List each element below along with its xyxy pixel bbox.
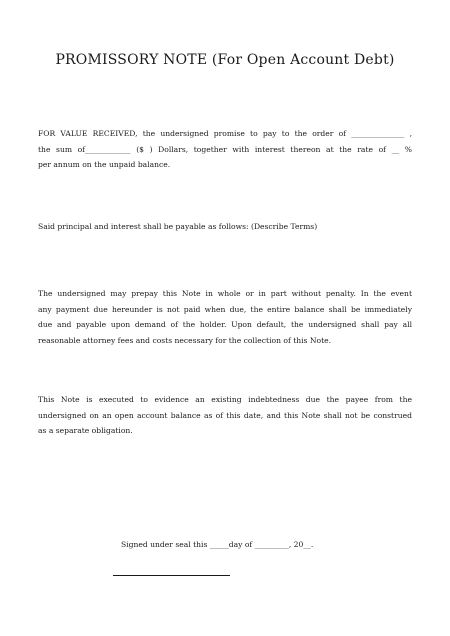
indebtedness-paragraph — [38, 392, 412, 439]
signature-line — [113, 575, 230, 576]
paragraph-line: Said principal and interest shall be payable as follows: (Describe Terms) — [38, 222, 318, 231]
payment-terms-paragraph — [38, 219, 412, 235]
paragraph-line: per annum on the unpaid balance. — [38, 160, 171, 169]
paragraph-line: reasonable attorney fees and costs necessary for the collection of this Note. — [38, 335, 332, 345]
paragraph-line: The undersigned may prepay this Note in whole or in part without penalty. In the event — [38, 289, 412, 298]
prepayment-default-paragraph — [38, 286, 412, 348]
paragraph-line: FOR VALUE RECEIVED, the undersigned promise to pay to the order of ______________ , — [38, 129, 412, 138]
paragraph-line: undersigned on an open account balance as of this date, and this Note shall not be construed — [38, 410, 412, 420]
paragraph-line: the sum of____________ ($ ) Dollars, together with interest thereon at the rate of __ % — [38, 144, 412, 154]
paragraph-line: as a separate obligation. — [38, 426, 133, 435]
paragraph-line: due and payable upon demand of the holder. Upon default, the undersigned shall pay all — [38, 320, 412, 329]
signed-under-seal-line: Signed under seal this _____day of _________, 20__. — [121, 540, 314, 549]
paragraph-line: any payment due hereunder is not paid when due, the entire balance shall be immediately — [38, 304, 412, 314]
document-title: PROMISSORY NOTE (For Open Account Debt) — [55, 52, 395, 68]
payment-promise-paragraph — [38, 126, 412, 173]
paragraph-line: This Note is executed to evidence an existing indebtedness due the payee from the — [38, 395, 412, 404]
